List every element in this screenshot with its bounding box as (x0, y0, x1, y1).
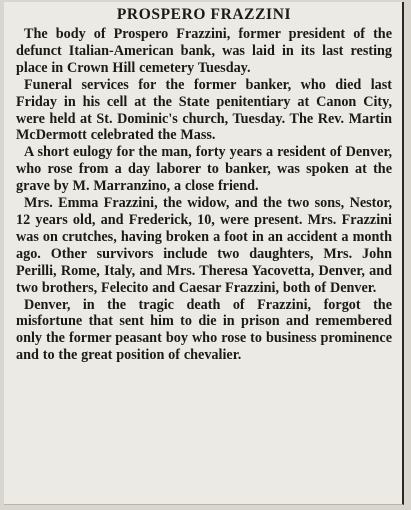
article-paragraph-3: A short eulogy for the man, forty years a resident of Denver, who rose from a day laborer to banker, was spoken at the grave by M. Marranzino, a close friend. (16, 144, 392, 195)
newspaper-clipping (4, 2, 404, 505)
article-paragraph-1: The body of Prospero Frazzini, former president of the defunct Italian-American bank, was laid in its last resting place in Crown Hill cemetery Tuesday. (16, 26, 392, 76)
article-paragraph-2: Funeral services for the former banker, who died last Friday in his cell at the State penitentiary at Canon City, were held at St. Dominic's church, Tuesday. The Rev. Martin McDermott celebrated the Mass. (16, 76, 392, 144)
article-paragraph-5: Denver, in the tragic death of Frazzini, forgot the misfortune that sent him to die in prison and remembered only the former peasant boy who rose to business prominence and to the great position of chevalier. (16, 296, 392, 364)
article-paragraph-4: Mrs. Emma Frazzini, the widow, and the two sons, Nestor, 12 years old, and Frederick, 10, were present. Mrs. Frazzini was on crutches, having broken a foot in an accident a month ago. Other survivors include two daughters, Mrs. John Perilli, Rome, Italy, and Mrs. Theresa Yacovetta, Denver, and two brothers, Felecito and Caesar Frazzini, both of Denver. (16, 195, 392, 296)
article-headline: PROSPERO FRAZZINI (116, 6, 292, 23)
